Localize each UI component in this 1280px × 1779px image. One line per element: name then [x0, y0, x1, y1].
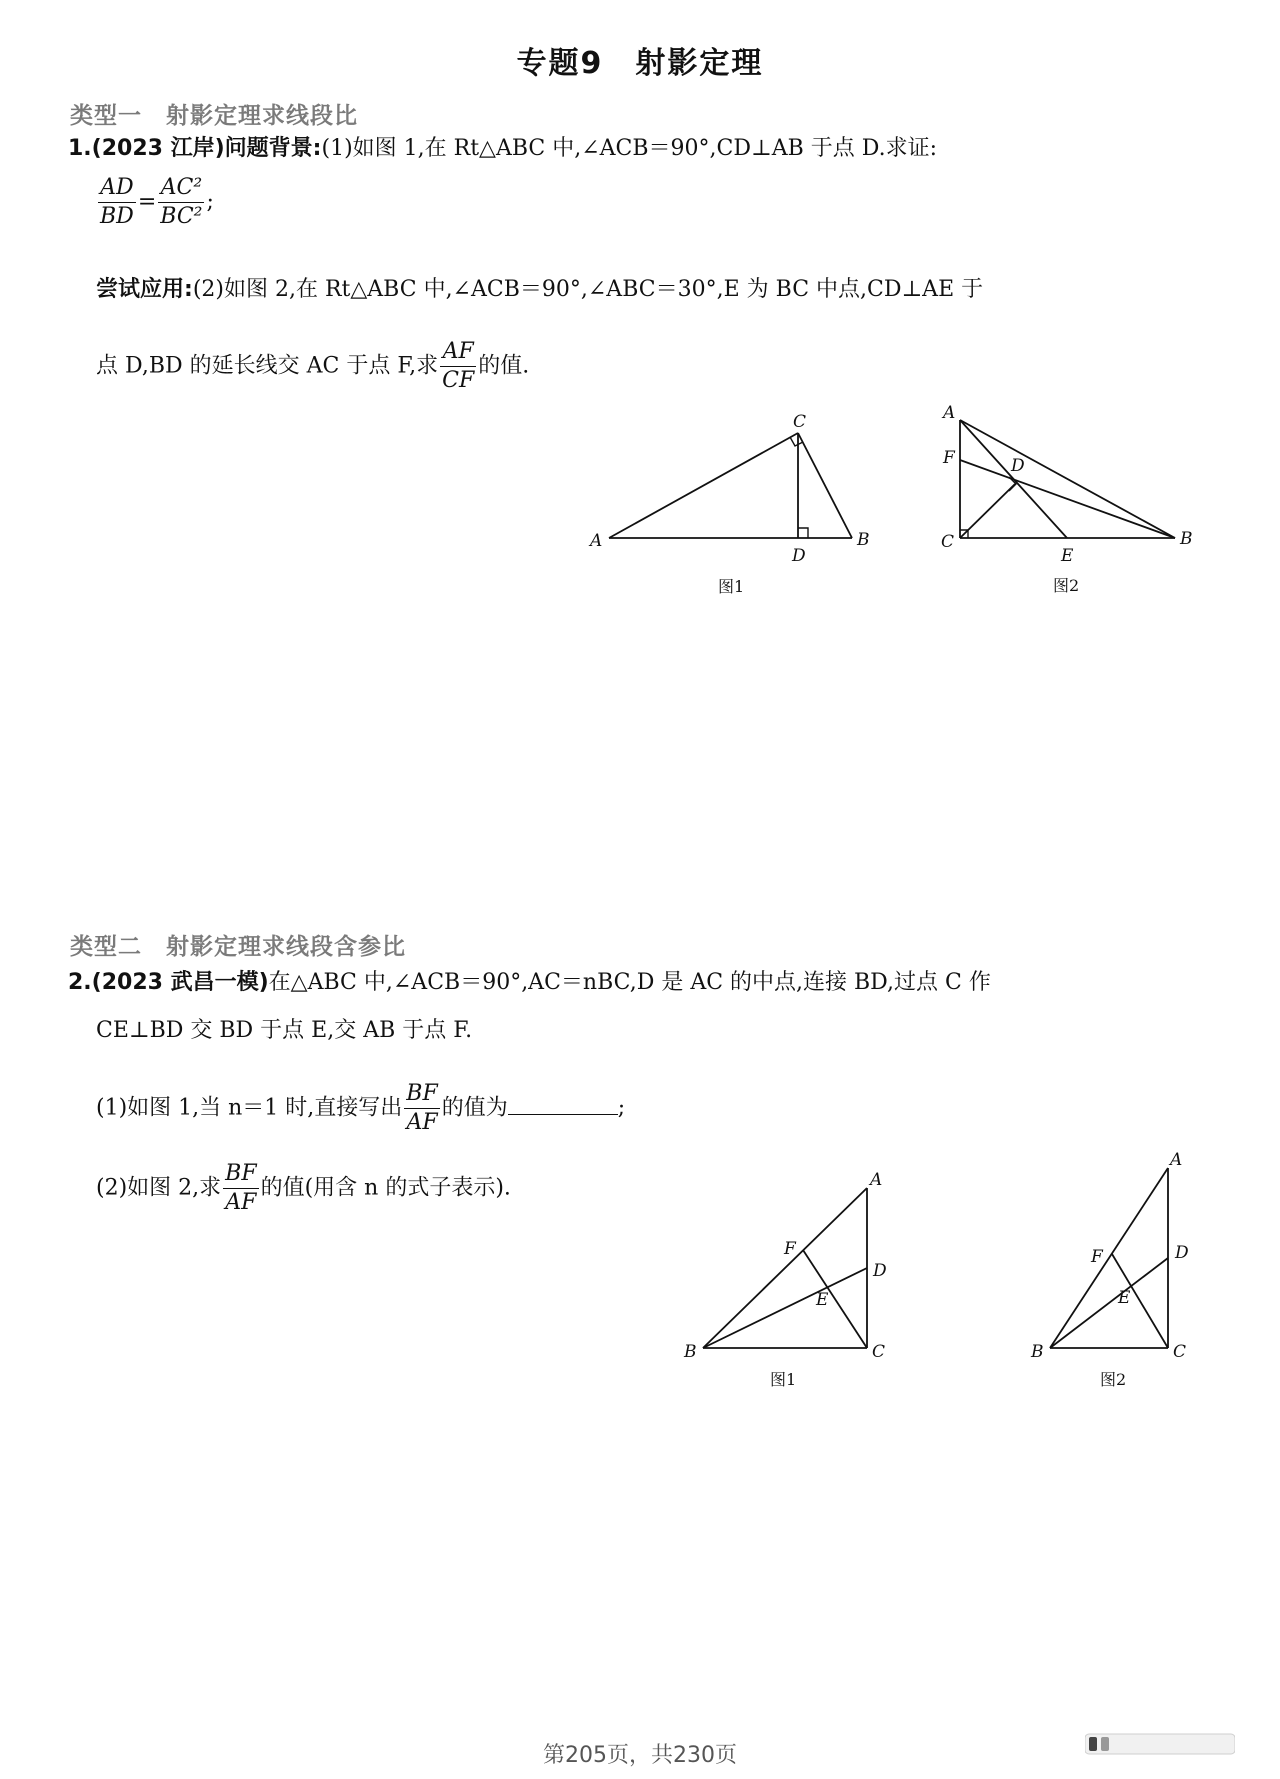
- q2f1-side-ba: [703, 1188, 867, 1348]
- q2-p2-pre: (2)如图 2,求: [96, 1175, 222, 1201]
- section-heading-2: 类型二 射影定理求线段含参比: [70, 934, 406, 960]
- q2f1-label-c: C: [872, 1342, 886, 1362]
- q2-p1-frac-num: BF: [404, 1080, 439, 1109]
- q2-p1-post: 的值为: [441, 1095, 508, 1121]
- q2f2-caption: 图2: [1100, 1370, 1127, 1389]
- q2f1-segment-bd: [703, 1268, 867, 1348]
- q2-line1-text: 在△ABC 中,∠ACB＝90°,AC＝nBC,D 是 AC 的中点,连接 BD,过点 C 作: [268, 970, 991, 995]
- q1f1-side-bc: [798, 433, 852, 538]
- q2-number: 2.: [68, 970, 92, 995]
- q2f1-caption: 图1: [770, 1370, 797, 1389]
- q2-p1-pre: (1)如图 1,当 n＝1 时,直接写出: [96, 1095, 403, 1121]
- q2-p2-post: 的值(用含 n 的式子表示).: [260, 1175, 511, 1201]
- q2-p2-frac-num: BF: [223, 1160, 258, 1189]
- q2-p2-frac-den: AF: [225, 1190, 257, 1215]
- q1f2-caption: 图2: [1053, 576, 1080, 595]
- q2-line2: CE⊥BD 交 BD 于点 E,交 AB 于点 F.: [96, 1018, 473, 1043]
- q1f2-label-c: C: [941, 532, 955, 552]
- q1-bg-label: 问题背景:: [224, 136, 322, 161]
- q1-part2-pre: 点 D,BD 的延长线交 AC 于点 F,求: [96, 353, 439, 379]
- q1f2-label-f: F: [943, 448, 955, 468]
- q2f2-side-ba: [1050, 1168, 1168, 1348]
- q1-eq-rhs-fraction: [158, 174, 204, 231]
- scroll-marker: [1101, 1737, 1109, 1751]
- q2-part1: [96, 1080, 625, 1137]
- q1-eq-lhs-fraction: [98, 174, 136, 231]
- q1f2-label-a: A: [943, 403, 956, 423]
- q1f1-label-b: B: [857, 530, 870, 550]
- q2f2-label-d: D: [1175, 1243, 1189, 1263]
- q2-p1-fraction: [404, 1080, 439, 1137]
- q1f2-label-e: E: [1061, 546, 1074, 566]
- q2-part2: [96, 1160, 511, 1217]
- q1f1-side-ac: [609, 433, 798, 538]
- q1f2-side-ab: [960, 420, 1175, 538]
- q1-part2-frac-num: AF: [440, 338, 476, 367]
- q1f1-caption: 图1: [718, 577, 745, 596]
- q1f2-label-d: D: [1011, 456, 1025, 476]
- q1f1-label-a: A: [590, 531, 603, 551]
- q2f2-segment-bd: [1050, 1258, 1168, 1348]
- q2f2-label-b: B: [1031, 1342, 1044, 1362]
- q2f1-segment-cf: [803, 1250, 867, 1348]
- q2-line1: [68, 968, 991, 998]
- q1-figure-2: [925, 400, 1205, 610]
- q2f2-label-f: F: [1091, 1247, 1103, 1267]
- q2-answer-blank: [508, 1092, 618, 1115]
- q1-part2-line1: [96, 275, 983, 305]
- q2f1-label-d: D: [873, 1261, 887, 1281]
- q2-p1-frac-den: AF: [406, 1110, 438, 1135]
- q1-line1: [68, 134, 937, 164]
- q1-part1-text: (1)如图 1,在 Rt△ABC 中,∠ACB＝90°,CD⊥AB 于点 D.求证:: [321, 136, 938, 161]
- q2f1-label-f: F: [784, 1239, 796, 1259]
- q2f1-label-a: A: [870, 1170, 883, 1190]
- q1-eq-end: ;: [206, 189, 214, 215]
- q2-source: (2023 武昌一模): [91, 970, 269, 995]
- q1-number: 1.: [68, 136, 92, 161]
- scroll-thumb[interactable]: [1089, 1737, 1097, 1751]
- q1-eq-lhs-den: BD: [100, 204, 134, 229]
- q1f1-right-angle-d: [798, 528, 808, 538]
- q2-p1-end: ;: [617, 1095, 626, 1121]
- q2f2-label-c: C: [1173, 1342, 1187, 1362]
- page-title: 专题9 射影定理: [516, 46, 764, 81]
- q1-source: (2023 江岸): [91, 136, 225, 161]
- q1-part2-post: 的值.: [478, 353, 530, 379]
- q1-try-label: 尝试应用:: [96, 277, 193, 302]
- q1-part2-frac-den: CF: [442, 368, 475, 393]
- section-heading-1: 类型一 射影定理求线段比: [70, 103, 358, 129]
- q1-figure-1: [580, 410, 880, 610]
- q2f2-label-a: A: [1170, 1150, 1183, 1170]
- q1-part2-text: (2)如图 2,在 Rt△ABC 中,∠ACB＝90°,∠ABC＝30°,E 为 BC 中点,CD⊥AE 于: [192, 277, 984, 302]
- q1f1-label-c: C: [793, 412, 807, 432]
- q2f2-label-e: E: [1118, 1288, 1131, 1308]
- q1-eq-rhs-den: BC²: [160, 204, 203, 229]
- page-counter: 第205页，共230页: [543, 1743, 737, 1768]
- q2f1-label-b: B: [684, 1342, 697, 1362]
- q2-figure-2: [1020, 1140, 1220, 1400]
- page-scroll-indicator[interactable]: [1085, 1730, 1235, 1758]
- q1-part2-line2: [96, 338, 529, 395]
- q1f2-label-b: B: [1180, 529, 1193, 549]
- q1-equation: $\frac{AD}{BD}$ = $\frac{\text{AC²}}{\text{BC²}}$ ;: [100, 175, 214, 229]
- q2-p2-fraction: [223, 1160, 258, 1217]
- q2-figure-1: [680, 1160, 920, 1400]
- q1-eq-rhs-num: AC²: [158, 174, 204, 203]
- q2f1-label-e: E: [816, 1290, 829, 1310]
- q1-eq-lhs-num: AD: [98, 174, 136, 203]
- q1f1-label-d: D: [792, 546, 806, 566]
- q1f2-segment-fb: [960, 460, 1175, 538]
- q1-part2-fraction: [440, 338, 476, 395]
